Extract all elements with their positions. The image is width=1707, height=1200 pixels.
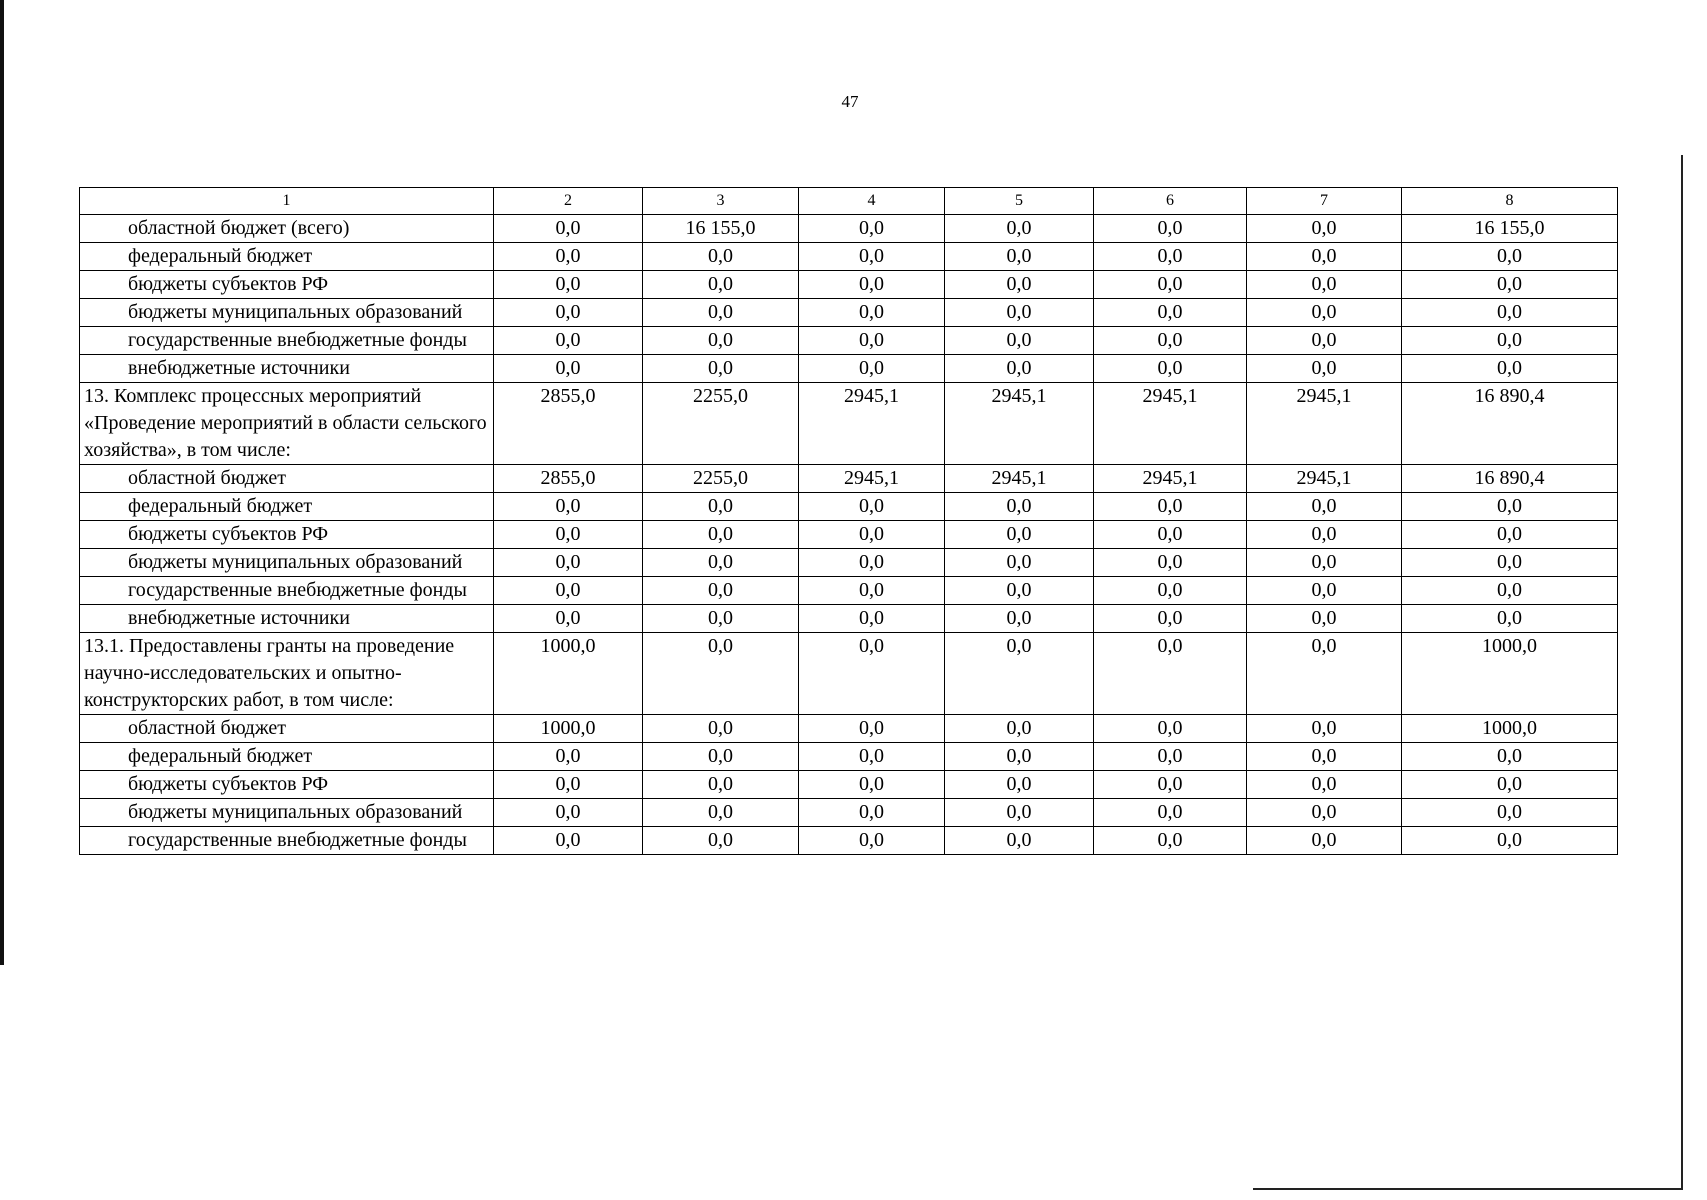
scan-border-bottom xyxy=(1253,1188,1683,1190)
table-row xyxy=(80,827,1618,855)
scan-border-left xyxy=(0,0,4,965)
table-row xyxy=(80,799,1618,827)
value-cell-col-3: 0,0 xyxy=(643,549,799,577)
value-cell-col-7: 2945,1 xyxy=(1247,383,1402,465)
row-label-source: федеральный бюджет xyxy=(80,493,494,521)
value-cell-col-4: 0,0 xyxy=(799,605,945,633)
value-cell-col-4: 0,0 xyxy=(799,633,945,715)
value-cell-col-3: 16 155,0 xyxy=(643,215,799,243)
table-row xyxy=(80,327,1618,355)
value-cell-col-7: 0,0 xyxy=(1247,243,1402,271)
row-label-program: 13.1. Предоставлены гранты на проведение научно-исследовательских и опытно-конструкторских работ, в том числе: xyxy=(80,633,494,715)
value-cell-col-4: 0,0 xyxy=(799,299,945,327)
value-cell-col-3: 0,0 xyxy=(643,327,799,355)
value-cell-col-3: 2255,0 xyxy=(643,465,799,493)
value-cell-col-4: 0,0 xyxy=(799,271,945,299)
value-cell-col-3: 0,0 xyxy=(643,521,799,549)
table-row xyxy=(80,771,1618,799)
value-cell-col-6: 0,0 xyxy=(1094,521,1247,549)
table-row xyxy=(80,465,1618,493)
value-cell-col-5: 0,0 xyxy=(945,771,1094,799)
value-cell-col-7: 0,0 xyxy=(1247,577,1402,605)
value-cell-col-6: 0,0 xyxy=(1094,215,1247,243)
value-cell-col-2: 0,0 xyxy=(494,605,643,633)
value-cell-col-3: 0,0 xyxy=(643,743,799,771)
value-cell-col-4: 2945,1 xyxy=(799,383,945,465)
value-cell-col-4: 0,0 xyxy=(799,521,945,549)
value-cell-col-6: 0,0 xyxy=(1094,771,1247,799)
value-cell-col-3: 0,0 xyxy=(643,633,799,715)
header-cell: 3 xyxy=(643,188,799,215)
value-cell-col-6: 0,0 xyxy=(1094,799,1247,827)
value-cell-col-4: 0,0 xyxy=(799,799,945,827)
header-cell: 7 xyxy=(1247,188,1402,215)
value-cell-col-5: 0,0 xyxy=(945,299,1094,327)
table-row xyxy=(80,383,1618,465)
value-cell-col-3: 0,0 xyxy=(643,605,799,633)
value-cell-col-5: 0,0 xyxy=(945,549,1094,577)
value-cell-col-8: 0,0 xyxy=(1402,827,1618,855)
value-cell-col-7: 0,0 xyxy=(1247,327,1402,355)
value-cell-col-2: 0,0 xyxy=(494,577,643,605)
page-number: 47 xyxy=(841,92,859,111)
value-cell-col-4: 0,0 xyxy=(799,493,945,521)
value-cell-col-2: 0,0 xyxy=(494,299,643,327)
value-cell-col-6: 0,0 xyxy=(1094,549,1247,577)
value-cell-col-5: 2945,1 xyxy=(945,465,1094,493)
row-label-source: бюджеты муниципальных образований xyxy=(80,549,494,577)
header-cell: 5 xyxy=(945,188,1094,215)
value-cell-col-7: 0,0 xyxy=(1247,715,1402,743)
value-cell-col-7: 0,0 xyxy=(1247,743,1402,771)
value-cell-col-5: 0,0 xyxy=(945,355,1094,383)
value-cell-col-7: 0,0 xyxy=(1247,633,1402,715)
value-cell-col-3: 0,0 xyxy=(643,577,799,605)
header-row xyxy=(80,188,1618,215)
row-label-source: бюджеты субъектов РФ xyxy=(80,521,494,549)
value-cell-col-7: 2945,1 xyxy=(1247,465,1402,493)
value-cell-col-2: 2855,0 xyxy=(494,465,643,493)
header-cell: 1 xyxy=(80,188,494,215)
value-cell-col-4: 0,0 xyxy=(799,243,945,271)
row-label-source: бюджеты муниципальных образований xyxy=(80,299,494,327)
value-cell-col-6: 0,0 xyxy=(1094,493,1247,521)
value-cell-col-7: 0,0 xyxy=(1247,215,1402,243)
row-label-source: государственные внебюджетные фонды xyxy=(80,827,494,855)
row-label-source: федеральный бюджет xyxy=(80,743,494,771)
value-cell-col-5: 0,0 xyxy=(945,215,1094,243)
value-cell-col-7: 0,0 xyxy=(1247,355,1402,383)
value-cell-col-6: 2945,1 xyxy=(1094,383,1247,465)
value-cell-col-5: 0,0 xyxy=(945,493,1094,521)
value-cell-col-2: 0,0 xyxy=(494,327,643,355)
value-cell-col-8: 0,0 xyxy=(1402,521,1618,549)
value-cell-col-3: 0,0 xyxy=(643,271,799,299)
value-cell-col-2: 0,0 xyxy=(494,743,643,771)
table-row xyxy=(80,549,1618,577)
table-row xyxy=(80,299,1618,327)
value-cell-col-8: 0,0 xyxy=(1402,577,1618,605)
value-cell-col-7: 0,0 xyxy=(1247,605,1402,633)
row-label-source: внебюджетные источники xyxy=(80,605,494,633)
value-cell-col-8: 0,0 xyxy=(1402,799,1618,827)
value-cell-col-4: 0,0 xyxy=(799,549,945,577)
value-cell-col-2: 1000,0 xyxy=(494,633,643,715)
value-cell-col-3: 0,0 xyxy=(643,243,799,271)
value-cell-col-2: 0,0 xyxy=(494,771,643,799)
value-cell-col-7: 0,0 xyxy=(1247,299,1402,327)
budget-table xyxy=(79,187,1618,855)
value-cell-col-2: 0,0 xyxy=(494,493,643,521)
value-cell-col-6: 2945,1 xyxy=(1094,465,1247,493)
row-label-source: бюджеты субъектов РФ xyxy=(80,771,494,799)
value-cell-col-3: 0,0 xyxy=(643,827,799,855)
value-cell-col-8: 0,0 xyxy=(1402,743,1618,771)
value-cell-col-4: 0,0 xyxy=(799,771,945,799)
value-cell-col-8: 0,0 xyxy=(1402,549,1618,577)
value-cell-col-3: 0,0 xyxy=(643,493,799,521)
value-cell-col-6: 0,0 xyxy=(1094,577,1247,605)
value-cell-col-6: 0,0 xyxy=(1094,605,1247,633)
value-cell-col-5: 0,0 xyxy=(945,327,1094,355)
value-cell-col-6: 0,0 xyxy=(1094,327,1247,355)
value-cell-col-8: 0,0 xyxy=(1402,605,1618,633)
table-row xyxy=(80,355,1618,383)
table-row xyxy=(80,493,1618,521)
value-cell-col-5: 0,0 xyxy=(945,577,1094,605)
value-cell-col-4: 0,0 xyxy=(799,577,945,605)
table-row xyxy=(80,243,1618,271)
value-cell-col-4: 0,0 xyxy=(799,215,945,243)
row-label-source: областной бюджет xyxy=(80,465,494,493)
value-cell-col-8: 0,0 xyxy=(1402,327,1618,355)
value-cell-col-6: 0,0 xyxy=(1094,743,1247,771)
value-cell-col-7: 0,0 xyxy=(1247,771,1402,799)
value-cell-col-4: 0,0 xyxy=(799,715,945,743)
value-cell-col-2: 0,0 xyxy=(494,549,643,577)
value-cell-col-5: 2945,1 xyxy=(945,383,1094,465)
value-cell-col-3: 0,0 xyxy=(643,299,799,327)
row-label-source: государственные внебюджетные фонды xyxy=(80,577,494,605)
value-cell-col-3: 0,0 xyxy=(643,715,799,743)
value-cell-col-4: 0,0 xyxy=(799,827,945,855)
value-cell-col-2: 0,0 xyxy=(494,827,643,855)
value-cell-col-6: 0,0 xyxy=(1094,299,1247,327)
value-cell-col-2: 2855,0 xyxy=(494,383,643,465)
value-cell-col-2: 0,0 xyxy=(494,521,643,549)
value-cell-col-5: 0,0 xyxy=(945,633,1094,715)
value-cell-col-7: 0,0 xyxy=(1247,827,1402,855)
value-cell-col-8: 0,0 xyxy=(1402,493,1618,521)
value-cell-col-6: 0,0 xyxy=(1094,633,1247,715)
table-row xyxy=(80,633,1618,715)
value-cell-col-8: 16 890,4 xyxy=(1402,383,1618,465)
table-body xyxy=(80,215,1618,855)
value-cell-col-5: 0,0 xyxy=(945,521,1094,549)
table-row xyxy=(80,715,1618,743)
value-cell-col-6: 0,0 xyxy=(1094,355,1247,383)
value-cell-col-7: 0,0 xyxy=(1247,549,1402,577)
value-cell-col-8: 0,0 xyxy=(1402,243,1618,271)
value-cell-col-5: 0,0 xyxy=(945,827,1094,855)
value-cell-col-2: 0,0 xyxy=(494,215,643,243)
value-cell-col-3: 0,0 xyxy=(643,355,799,383)
value-cell-col-2: 0,0 xyxy=(494,271,643,299)
row-label-source: внебюджетные источники xyxy=(80,355,494,383)
scan-border-right xyxy=(1681,155,1683,1190)
value-cell-col-6: 0,0 xyxy=(1094,271,1247,299)
row-label-source: бюджеты субъектов РФ xyxy=(80,271,494,299)
value-cell-col-4: 0,0 xyxy=(799,327,945,355)
header-cell: 2 xyxy=(494,188,643,215)
value-cell-col-6: 0,0 xyxy=(1094,243,1247,271)
value-cell-col-6: 0,0 xyxy=(1094,827,1247,855)
value-cell-col-5: 0,0 xyxy=(945,271,1094,299)
value-cell-col-8: 0,0 xyxy=(1402,771,1618,799)
value-cell-col-7: 0,0 xyxy=(1247,271,1402,299)
header-cell: 4 xyxy=(799,188,945,215)
row-label-source: государственные внебюджетные фонды xyxy=(80,327,494,355)
value-cell-col-8: 16 155,0 xyxy=(1402,215,1618,243)
value-cell-col-2: 0,0 xyxy=(494,799,643,827)
value-cell-col-8: 16 890,4 xyxy=(1402,465,1618,493)
value-cell-col-8: 0,0 xyxy=(1402,355,1618,383)
table-row xyxy=(80,521,1618,549)
row-label-program: 13. Комплекс процессных мероприятий «Проведение мероприятий в области сельского хозяйства», в том числе: xyxy=(80,383,494,465)
value-cell-col-4: 2945,1 xyxy=(799,465,945,493)
value-cell-col-8: 1000,0 xyxy=(1402,633,1618,715)
value-cell-col-5: 0,0 xyxy=(945,743,1094,771)
value-cell-col-2: 0,0 xyxy=(494,355,643,383)
value-cell-col-6: 0,0 xyxy=(1094,715,1247,743)
header-cell: 8 xyxy=(1402,188,1618,215)
value-cell-col-3: 0,0 xyxy=(643,799,799,827)
value-cell-col-7: 0,0 xyxy=(1247,493,1402,521)
header-cell: 6 xyxy=(1094,188,1247,215)
row-label-source: областной бюджет (всего) xyxy=(80,215,494,243)
value-cell-col-7: 0,0 xyxy=(1247,799,1402,827)
row-label-source: областной бюджет xyxy=(80,715,494,743)
table-row xyxy=(80,215,1618,243)
value-cell-col-5: 0,0 xyxy=(945,715,1094,743)
table-row xyxy=(80,743,1618,771)
value-cell-col-8: 0,0 xyxy=(1402,299,1618,327)
value-cell-col-5: 0,0 xyxy=(945,799,1094,827)
value-cell-col-7: 0,0 xyxy=(1247,521,1402,549)
table-row xyxy=(80,577,1618,605)
value-cell-col-5: 0,0 xyxy=(945,243,1094,271)
value-cell-col-2: 1000,0 xyxy=(494,715,643,743)
value-cell-col-2: 0,0 xyxy=(494,243,643,271)
value-cell-col-3: 0,0 xyxy=(643,771,799,799)
value-cell-col-8: 0,0 xyxy=(1402,271,1618,299)
value-cell-col-4: 0,0 xyxy=(799,355,945,383)
value-cell-col-3: 2255,0 xyxy=(643,383,799,465)
table-row xyxy=(80,605,1618,633)
value-cell-col-8: 1000,0 xyxy=(1402,715,1618,743)
value-cell-col-4: 0,0 xyxy=(799,743,945,771)
row-label-source: бюджеты муниципальных образований xyxy=(80,799,494,827)
value-cell-col-5: 0,0 xyxy=(945,605,1094,633)
row-label-source: федеральный бюджет xyxy=(80,243,494,271)
table-row xyxy=(80,271,1618,299)
